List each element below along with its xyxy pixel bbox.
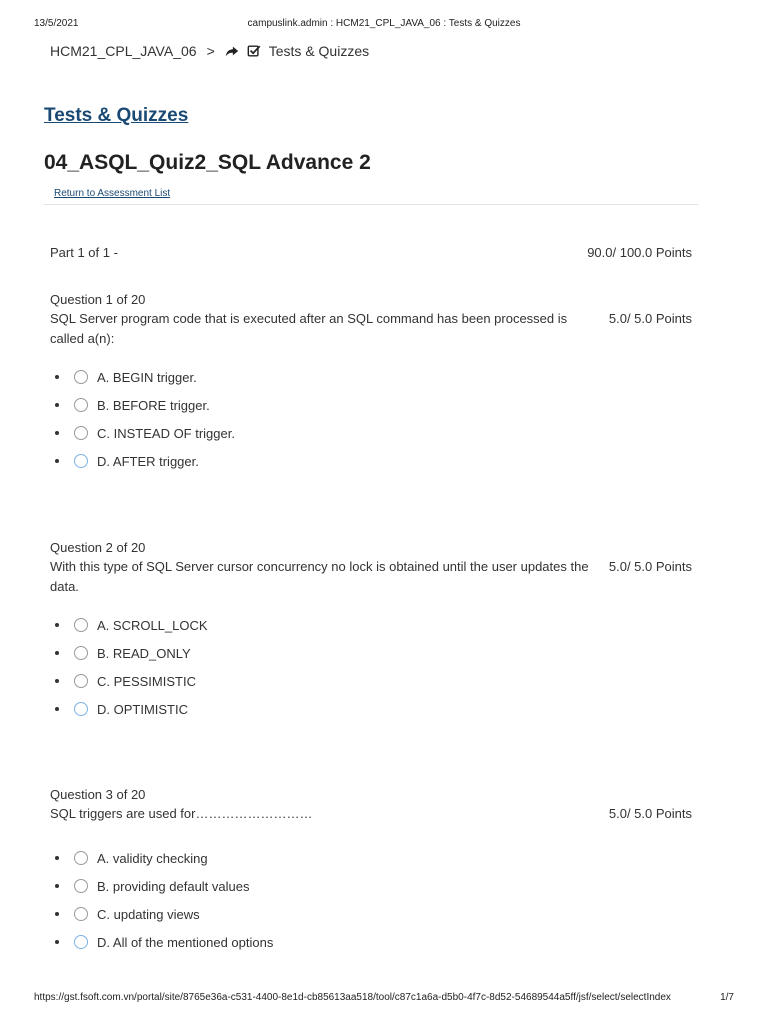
share-arrow-icon xyxy=(225,44,239,58)
question-1 xyxy=(50,291,692,475)
answer-list xyxy=(50,611,692,723)
radio-button[interactable] xyxy=(74,851,88,865)
answer-option xyxy=(50,872,692,900)
radio-button[interactable] xyxy=(74,454,88,468)
answer-option xyxy=(50,667,692,695)
answer-label: B. providing default values xyxy=(97,878,250,894)
answer-label: A. validity checking xyxy=(97,850,208,866)
answer-label: C. PESSIMISTIC xyxy=(97,673,196,689)
answer-label: B. BEFORE trigger. xyxy=(97,397,210,413)
answer-option xyxy=(50,391,692,419)
bullet-icon xyxy=(55,459,59,463)
answer-option xyxy=(50,447,692,475)
radio-button[interactable] xyxy=(74,907,88,921)
print-title: campuslink.admin : HCM21_CPL_JAVA_06 : Tests & Quizzes xyxy=(247,18,521,29)
answer-option xyxy=(50,844,692,872)
bullet-icon xyxy=(55,912,59,916)
radio-button[interactable] xyxy=(74,370,88,384)
page-title: 04_ASQL_Quiz2_SQL Advance 2 xyxy=(44,151,371,174)
bullet-icon xyxy=(55,375,59,379)
question-number: Question 1 of 20 xyxy=(50,292,146,307)
answer-list xyxy=(50,844,692,956)
divider xyxy=(44,204,698,205)
question-2 xyxy=(50,539,692,723)
radio-button[interactable] xyxy=(74,398,88,412)
radio-button[interactable] xyxy=(74,674,88,688)
question-text: SQL Server program code that is executed after an SQL command has been processed is called a(n): xyxy=(50,311,568,346)
bullet-icon xyxy=(55,884,59,888)
question-3 xyxy=(50,786,692,956)
bullet-icon xyxy=(55,651,59,655)
bullet-icon xyxy=(55,679,59,683)
breadcrumb-tool: Tests & Quizzes xyxy=(268,43,370,59)
answer-label: A. BEGIN trigger. xyxy=(97,369,197,385)
bullet-icon xyxy=(55,431,59,435)
answer-label: C. updating views xyxy=(97,906,200,922)
question-number: Question 2 of 20 xyxy=(50,540,146,555)
radio-button[interactable] xyxy=(74,646,88,660)
check-square-icon xyxy=(247,44,261,58)
question-number: Question 3 of 20 xyxy=(50,787,146,802)
question-text: SQL triggers are used for……………………… xyxy=(50,806,313,821)
radio-button[interactable] xyxy=(74,879,88,893)
answer-label: D. All of the mentioned options xyxy=(97,934,274,950)
answer-option xyxy=(50,611,692,639)
question-points: 5.0/ 5.0 Points xyxy=(608,559,692,574)
radio-button[interactable] xyxy=(74,702,88,716)
bullet-icon xyxy=(55,707,59,711)
answer-label: C. INSTEAD OF trigger. xyxy=(97,425,235,441)
print-date: 13/5/2021 xyxy=(34,18,79,29)
answer-option xyxy=(50,639,692,667)
tool-title-link[interactable]: Tests & Quizzes xyxy=(44,105,189,126)
answer-label: D. AFTER trigger. xyxy=(97,453,199,469)
radio-button[interactable] xyxy=(74,618,88,632)
print-page-number: 1/7 xyxy=(720,992,734,1003)
answer-option xyxy=(50,695,692,723)
answer-option xyxy=(50,900,692,928)
answer-label: D. OPTIMISTIC xyxy=(97,701,188,717)
question-points: 5.0/ 5.0 Points xyxy=(608,806,692,821)
breadcrumb xyxy=(50,43,369,59)
question-points: 5.0/ 5.0 Points xyxy=(608,311,692,326)
bullet-icon xyxy=(55,856,59,860)
bullet-icon xyxy=(55,623,59,627)
answer-option xyxy=(50,419,692,447)
return-to-assessment-list-link[interactable]: Return to Assessment List xyxy=(54,188,171,199)
print-url: https://gst.fsoft.com.vn/portal/site/8765e36a-c531-4400-8e1d-cb85613aa518/tool/c87c1a6a-d5b0-4f7c-8d52-54689544a5ff/jsf/select/selectIndex xyxy=(34,992,671,1003)
answer-label: A. SCROLL_LOCK xyxy=(97,617,208,633)
part-label: Part 1 of 1 - xyxy=(50,245,118,260)
answer-option xyxy=(50,363,692,391)
answer-list xyxy=(50,363,692,475)
radio-button[interactable] xyxy=(74,426,88,440)
answer-label: B. READ_ONLY xyxy=(97,645,191,661)
breadcrumb-site-link[interactable]: HCM21_CPL_JAVA_06 xyxy=(50,43,197,59)
bullet-icon xyxy=(55,403,59,407)
bullet-icon xyxy=(55,940,59,944)
part-points: 90.0/ 100.0 Points xyxy=(587,245,692,260)
breadcrumb-separator: > xyxy=(206,43,215,59)
answer-option xyxy=(50,928,692,956)
radio-button[interactable] xyxy=(74,935,88,949)
question-text: With this type of SQL Server cursor concurrency no lock is obtained until the user updates the data. xyxy=(50,559,589,594)
